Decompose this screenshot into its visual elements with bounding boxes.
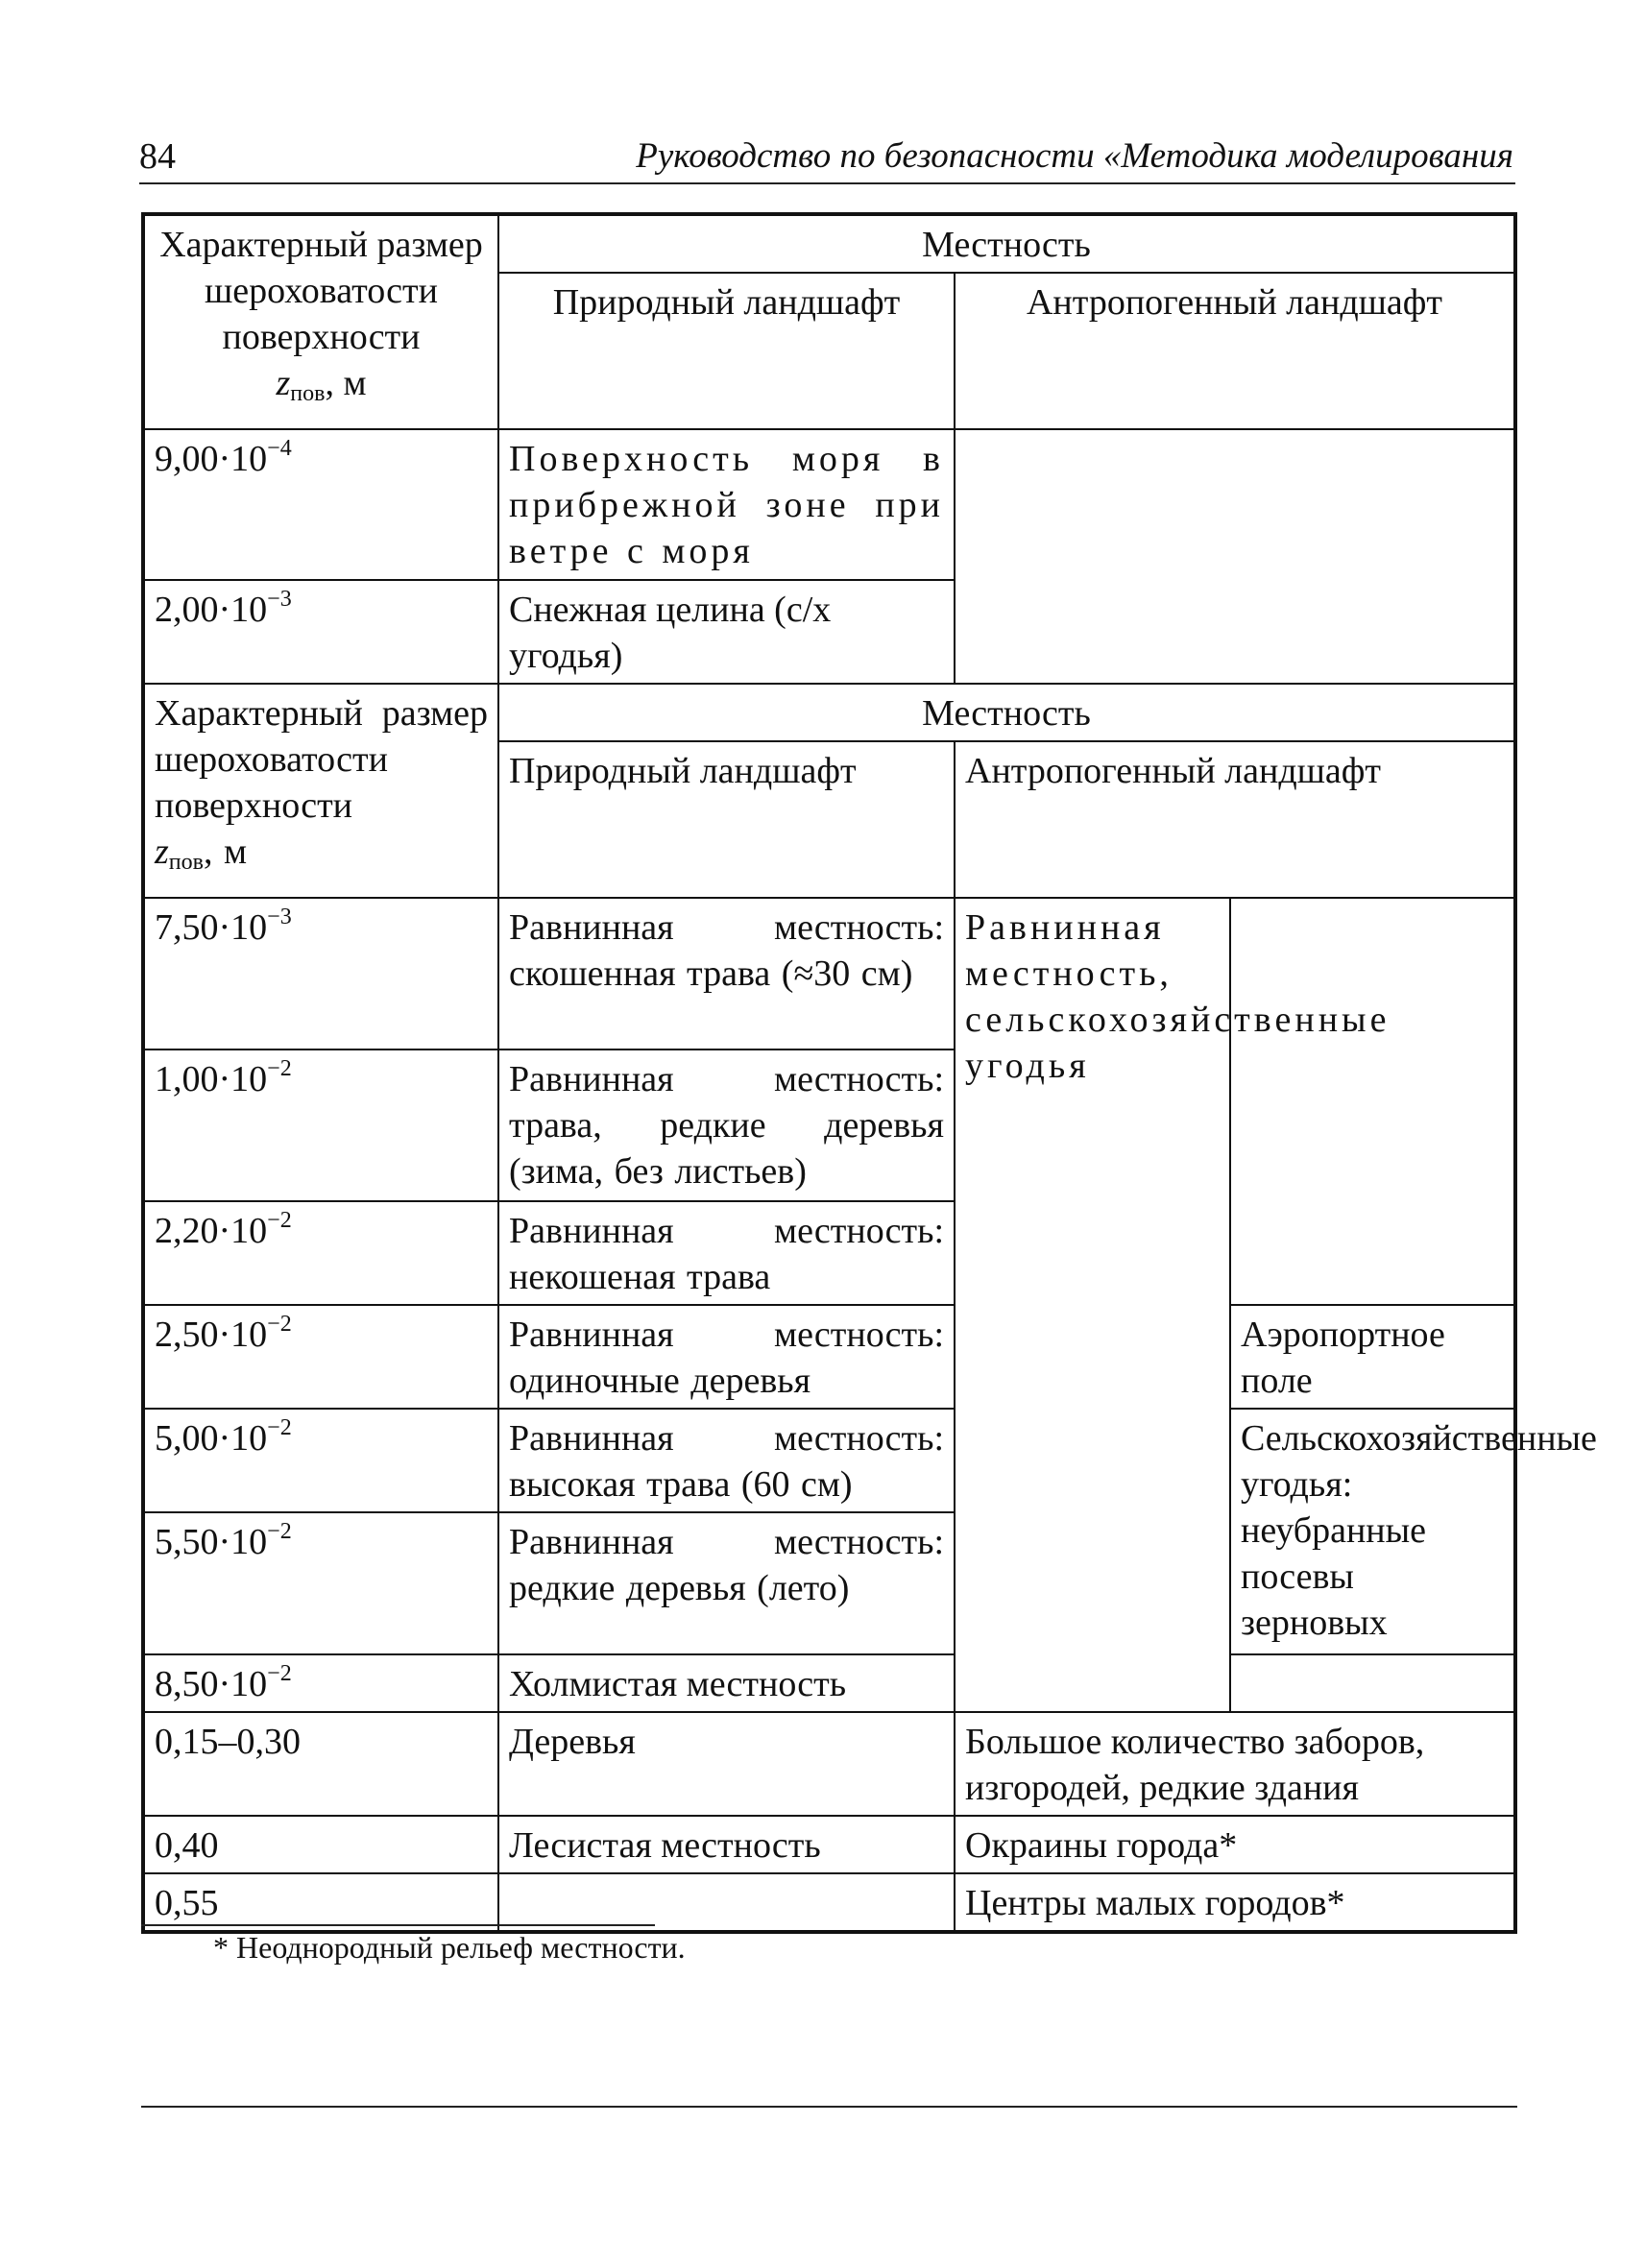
natural-landscape-cell: Равнинная местность: скошенная трава (≈30 см) — [498, 898, 955, 1050]
table-header-row — [143, 214, 1515, 273]
value-exponent: −2 — [267, 1208, 292, 1233]
value-mantissa: 5,50·10 — [155, 1522, 268, 1562]
natural-landscape-cell: Равнинная местность: одиночные деревья — [498, 1305, 955, 1409]
roughness-unit: , м — [203, 832, 248, 872]
value-exponent: −2 — [267, 1661, 292, 1686]
anthropogenic-grain-cell: Сельскохозяйственные угодья: неубранные посевы зерновых — [1230, 1409, 1515, 1654]
natural-landscape-header: Природный ландшафт — [498, 273, 955, 429]
value-mantissa: 2,20·10 — [155, 1211, 268, 1251]
value-exponent: −3 — [267, 905, 292, 929]
anthropogenic-landscape-header: Антропогенный ландшафт — [955, 273, 1515, 429]
value-mantissa: 8,50·10 — [155, 1664, 268, 1704]
anthropogenic-empty-cell — [1230, 1654, 1515, 1712]
anthropogenic-empty-cell — [1230, 898, 1515, 1305]
value-exponent: −2 — [267, 1312, 292, 1337]
table-row — [143, 429, 1515, 580]
roughness-column-header — [143, 684, 498, 898]
natural-landscape-cell: Деревья — [498, 1712, 955, 1816]
roughness-value: 0,40 — [143, 1816, 498, 1873]
value-exponent: −4 — [267, 436, 292, 461]
table-row — [143, 1305, 1515, 1409]
value-mantissa: 2,50·10 — [155, 1315, 268, 1355]
natural-landscape-cell: Равнинная местность: некошеная трава — [498, 1201, 955, 1305]
roughness-value: 0,15–0,30 — [143, 1712, 498, 1816]
anthropogenic-landscape-cell: Центры малых городов* — [955, 1873, 1515, 1932]
table-header-row — [143, 684, 1515, 741]
table-row — [143, 1816, 1515, 1873]
table-row — [143, 1712, 1515, 1816]
natural-landscape-cell: Равнинная местность: высокая трава (60 см) — [498, 1409, 955, 1512]
natural-landscape-cell: Снежная целина (с/х угодья) — [498, 580, 955, 684]
natural-landscape-cell: Лесистая местность — [498, 1816, 955, 1873]
roughness-table — [141, 212, 1597, 1934]
natural-landscape-header: Природный ландшафт — [498, 741, 955, 898]
running-title: Руководство по безопасности «Методика моделирования — [636, 136, 1513, 176]
roughness-value — [143, 1305, 498, 1409]
value-exponent: −3 — [267, 587, 292, 612]
roughness-header-text: Характерный размер шероховатости поверхности — [159, 225, 483, 357]
roughness-column-header — [143, 214, 498, 429]
roughness-value — [143, 429, 498, 580]
roughness-value — [143, 1512, 498, 1654]
value-exponent: −2 — [267, 1415, 292, 1440]
anthropogenic-empty-cell — [955, 429, 1515, 684]
natural-landscape-cell: Равнинная местность: трава, редкие деревья (зима, без листьев) — [498, 1050, 955, 1201]
anthropogenic-landscape-cell: Окраины города* — [955, 1816, 1515, 1873]
value-mantissa: 2,00·10 — [155, 590, 268, 630]
anthropogenic-airfield-cell: Аэропортное поле — [1230, 1305, 1515, 1409]
natural-landscape-cell: Холмистая местность — [498, 1654, 955, 1712]
page-bottom-divider — [141, 2106, 1517, 2108]
roughness-value — [143, 1654, 498, 1712]
roughness-symbol: z — [276, 363, 291, 403]
roughness-value — [143, 1409, 498, 1512]
roughness-value: 0,55 — [143, 1873, 498, 1932]
roughness-unit: , м — [325, 363, 367, 403]
value-mantissa: 1,00·10 — [155, 1059, 268, 1099]
roughness-symbol-subscript: пов — [168, 850, 204, 875]
value-mantissa: 5,00·10 — [155, 1418, 268, 1459]
roughness-value — [143, 580, 498, 684]
anthropogenic-farmland-cell: Равнинная местность, сельскохозяйственные угодья — [955, 898, 1230, 1712]
terrain-header: Местность — [498, 684, 1515, 741]
roughness-header-text: Характерный размер шероховатости поверхности — [155, 693, 488, 826]
footnote: * Неоднородный рельеф местности. — [213, 1930, 686, 1965]
anthropogenic-landscape-header: Антропогенный ландшафт — [955, 741, 1515, 898]
roughness-value — [143, 898, 498, 1050]
page-header — [139, 134, 1515, 184]
natural-landscape-cell: Поверхность моря в прибрежной зоне при ветре с моря — [498, 429, 955, 580]
roughness-symbol: z — [155, 832, 169, 872]
table-row — [143, 1654, 1515, 1712]
terrain-header: Местность — [498, 214, 1515, 273]
anthropogenic-landscape-cell: Большое количество заборов, изгородей, редкие здания — [955, 1712, 1515, 1816]
roughness-symbol-subscript: пов — [290, 381, 326, 406]
table-row — [143, 1409, 1515, 1512]
table-row — [143, 898, 1515, 1050]
page-number: 84 — [139, 136, 176, 177]
roughness-value — [143, 1050, 498, 1201]
value-mantissa: 9,00·10 — [155, 439, 268, 479]
footnote-divider — [141, 1924, 655, 1926]
table-row — [143, 1873, 1515, 1932]
roughness-value — [143, 1201, 498, 1305]
natural-landscape-cell: Равнинная местность: редкие деревья (лето) — [498, 1512, 955, 1654]
value-exponent: −2 — [267, 1519, 292, 1544]
value-exponent: −2 — [267, 1056, 292, 1081]
natural-landscape-cell — [498, 1873, 955, 1932]
value-mantissa: 7,50·10 — [155, 907, 268, 948]
